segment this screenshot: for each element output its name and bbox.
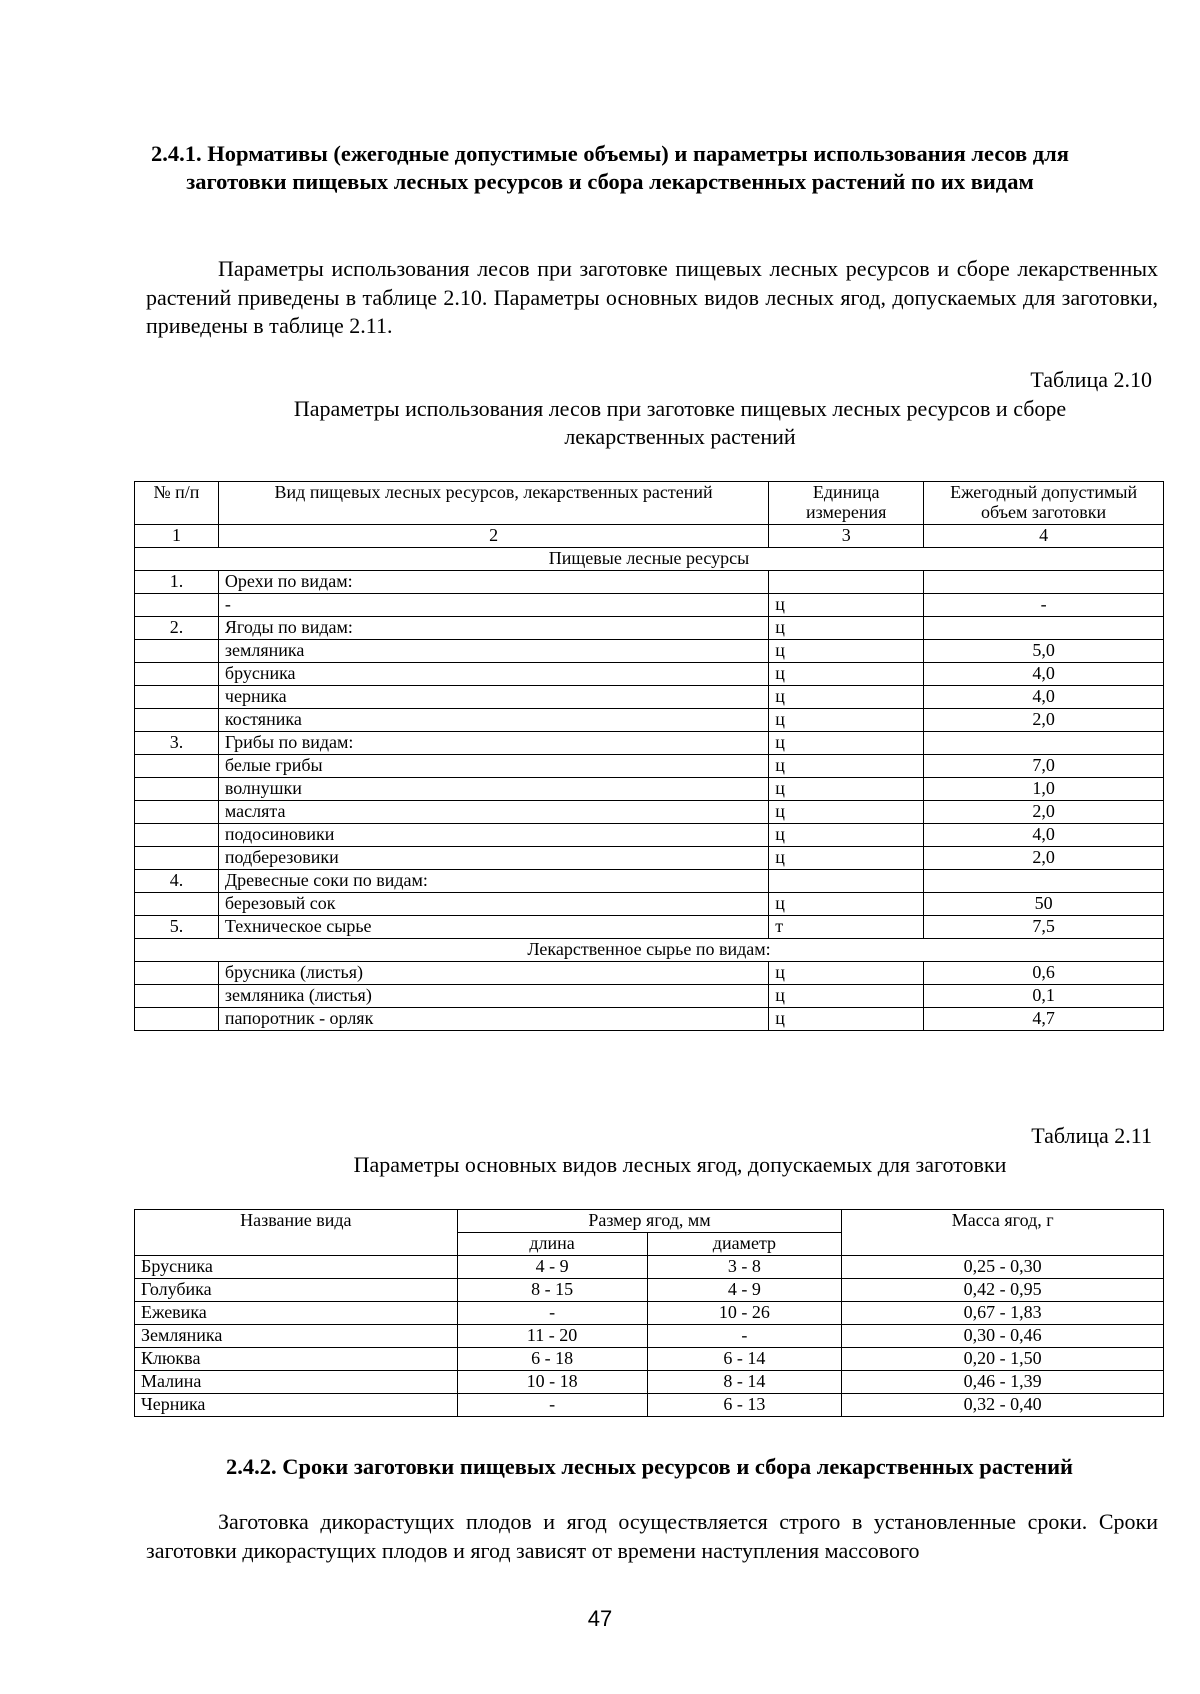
unit-cell: ц: [769, 732, 924, 755]
table-row: [135, 778, 1164, 801]
row-number-cell: [135, 801, 219, 824]
unit-cell: ц: [769, 1008, 924, 1031]
header-cell: Размер ягод, мм: [457, 1210, 842, 1233]
section-medicinal-label: Лекарственное сырье по видам:: [135, 939, 1164, 962]
volume-cell: [924, 571, 1164, 594]
section-row: [135, 939, 1164, 962]
table-2-11-title: Параметры основных видов лесных ягод, допускаемых для заготовки: [353, 1152, 1007, 1177]
table-row: [135, 571, 1164, 594]
berry-diameter-cell: 4 - 9: [647, 1279, 842, 1302]
table-row: [135, 709, 1164, 732]
resource-name-cell: белые грибы: [218, 755, 768, 778]
berry-diameter-cell: 6 - 14: [647, 1348, 842, 1371]
section-heading-241: 2.4.1. Нормативы (ежегодные допустимые объемы) и параметры использования лесов для заготовки пищевых лесных ресурсов и сбора лекарственных растений по их видам: [151, 141, 1069, 194]
unit-cell: ц: [769, 640, 924, 663]
header-cell: № п/п: [135, 482, 219, 525]
row-number-cell: [135, 985, 219, 1008]
resource-name-cell: Грибы по видам:: [218, 732, 768, 755]
unit-cell: ц: [769, 686, 924, 709]
volume-cell: -: [924, 594, 1164, 617]
unit-cell: ц: [769, 709, 924, 732]
table-row: [135, 870, 1164, 893]
volume-cell: [924, 732, 1164, 755]
unit-cell: т: [769, 916, 924, 939]
row-number-cell: 4.: [135, 870, 219, 893]
table-row: [135, 1348, 1164, 1371]
table-row: [135, 847, 1164, 870]
table-row: [135, 962, 1164, 985]
row-number-cell: [135, 594, 219, 617]
resource-name-cell: волнушки: [218, 778, 768, 801]
species-name-cell: Малина: [135, 1371, 458, 1394]
table-row: [135, 755, 1164, 778]
resource-name-cell: подберезовики: [218, 847, 768, 870]
resource-name-cell: подосиновики: [218, 824, 768, 847]
unit-cell: ц: [769, 801, 924, 824]
section-food-label: Пищевые лесные ресурсы: [135, 548, 1164, 571]
row-number-cell: [135, 847, 219, 870]
table-row: [135, 1325, 1164, 1348]
row-number-cell: [135, 663, 219, 686]
table-row: [135, 916, 1164, 939]
berry-mass-cell: 0,32 - 0,40: [842, 1394, 1164, 1417]
row-number-cell: [135, 686, 219, 709]
table-header-row: [135, 482, 1164, 525]
section-row: [135, 548, 1164, 571]
section-paragraph-242: Заготовка дикорастущих плодов и ягод осуществляется строго в установленные сроки. Сроки заготовки дикорастущих плодов и ягод зависят от времени наступления массового: [146, 1509, 1158, 1563]
resource-name-cell: Ягоды по видам:: [218, 617, 768, 640]
unit-cell: [769, 571, 924, 594]
header-cell: длина: [457, 1233, 647, 1256]
resource-name-cell: -: [218, 594, 768, 617]
table-2-10: [134, 481, 1164, 1031]
resource-name-cell: Древесные соки по видам:: [218, 870, 768, 893]
berry-length-cell: 11 - 20: [457, 1325, 647, 1348]
berry-mass-cell: 0,30 - 0,46: [842, 1325, 1164, 1348]
table-row: [135, 985, 1164, 1008]
volume-cell: 2,0: [924, 709, 1164, 732]
berry-diameter-cell: -: [647, 1325, 842, 1348]
page-number: 47: [587, 1606, 613, 1631]
species-name-cell: Ежевика: [135, 1302, 458, 1325]
volume-cell: 4,7: [924, 1008, 1164, 1031]
table-row: [135, 1008, 1164, 1031]
table-row: [135, 824, 1164, 847]
resource-name-cell: Техническое сырье: [218, 916, 768, 939]
berry-mass-cell: 0,20 - 1,50: [842, 1348, 1164, 1371]
column-number-cell: 3: [769, 525, 924, 548]
header-cell: Название вида: [135, 1210, 458, 1256]
volume-cell: 0,1: [924, 985, 1164, 1008]
header-cell: Масса ягод, г: [842, 1210, 1164, 1256]
berry-diameter-cell: 3 - 8: [647, 1256, 842, 1279]
volume-cell: 4,0: [924, 663, 1164, 686]
row-number-cell: 5.: [135, 916, 219, 939]
resource-name-cell: Орехи по видам:: [218, 571, 768, 594]
header-cell: Единица измерения: [769, 482, 924, 525]
unit-cell: ц: [769, 962, 924, 985]
unit-cell: ц: [769, 824, 924, 847]
species-name-cell: Голубика: [135, 1279, 458, 1302]
resource-name-cell: брусника (листья): [218, 962, 768, 985]
table-2-10-label: Таблица 2.10: [1030, 367, 1152, 392]
berry-length-cell: 10 - 18: [457, 1371, 647, 1394]
table-row: [135, 1394, 1164, 1417]
section-heading-242: 2.4.2. Сроки заготовки пищевых лесных ресурсов и сбора лекарственных растений: [226, 1454, 1073, 1479]
row-number-cell: 2.: [135, 617, 219, 640]
unit-cell: ц: [769, 755, 924, 778]
unit-cell: ц: [769, 893, 924, 916]
species-name-cell: Брусника: [135, 1256, 458, 1279]
table-row: [135, 1256, 1164, 1279]
volume-cell: 2,0: [924, 847, 1164, 870]
volume-cell: 4,0: [924, 686, 1164, 709]
berry-mass-cell: 0,46 - 1,39: [842, 1371, 1164, 1394]
table-row: [135, 617, 1164, 640]
berry-length-cell: -: [457, 1394, 647, 1417]
table-row: [135, 732, 1164, 755]
header-cell: диаметр: [647, 1233, 842, 1256]
table-2-10-title: Параметры использования лесов при заготовке пищевых лесных ресурсов и сборе лекарственных растений: [293, 396, 1067, 449]
table-2-11: [134, 1209, 1164, 1417]
unit-cell: ц: [769, 617, 924, 640]
berry-length-cell: 8 - 15: [457, 1279, 647, 1302]
table-row: [135, 1302, 1164, 1325]
berry-mass-cell: 0,67 - 1,83: [842, 1302, 1164, 1325]
species-name-cell: Клюква: [135, 1348, 458, 1371]
header-cell: Вид пищевых лесных ресурсов, лекарственных растений: [218, 482, 768, 525]
volume-cell: [924, 617, 1164, 640]
row-number-cell: [135, 778, 219, 801]
row-number-cell: [135, 709, 219, 732]
row-number-cell: [135, 824, 219, 847]
column-number-cell: 4: [924, 525, 1164, 548]
row-number-cell: [135, 893, 219, 916]
volume-cell: [924, 870, 1164, 893]
unit-cell: ц: [769, 847, 924, 870]
column-number-row: [135, 525, 1164, 548]
table-row: [135, 801, 1164, 824]
table-header-row: [135, 1210, 1164, 1233]
berry-mass-cell: 0,25 - 0,30: [842, 1256, 1164, 1279]
table-row: [135, 686, 1164, 709]
column-number-cell: 2: [218, 525, 768, 548]
row-number-cell: [135, 640, 219, 663]
header-cell: Ежегодный допустимый объем заготовки: [924, 482, 1164, 525]
row-number-cell: 3.: [135, 732, 219, 755]
row-number-cell: [135, 755, 219, 778]
resource-name-cell: черника: [218, 686, 768, 709]
row-number-cell: [135, 1008, 219, 1031]
volume-cell: 1,0: [924, 778, 1164, 801]
row-number-cell: [135, 962, 219, 985]
unit-cell: ц: [769, 594, 924, 617]
berry-length-cell: 6 - 18: [457, 1348, 647, 1371]
resource-name-cell: березовый сок: [218, 893, 768, 916]
berry-diameter-cell: 8 - 14: [647, 1371, 842, 1394]
row-number-cell: 1.: [135, 571, 219, 594]
table-2-11-label: Таблица 2.11: [1031, 1123, 1152, 1148]
volume-cell: 50: [924, 893, 1164, 916]
section-paragraph-241: Параметры использования лесов при заготовке пищевых лесных ресурсов и сборе лекарственных растений приведены в таблице 2.10. Параметры основных видов лесных ягод, допускаемых для заготовки, приведены в таблице 2.11.: [146, 256, 1158, 338]
unit-cell: [769, 870, 924, 893]
volume-cell: 7,5: [924, 916, 1164, 939]
volume-cell: 0,6: [924, 962, 1164, 985]
berry-length-cell: 4 - 9: [457, 1256, 647, 1279]
species-name-cell: Черника: [135, 1394, 458, 1417]
resource-name-cell: маслята: [218, 801, 768, 824]
table-row: [135, 663, 1164, 686]
table-row: [135, 640, 1164, 663]
berry-length-cell: -: [457, 1302, 647, 1325]
table-row: [135, 893, 1164, 916]
volume-cell: 5,0: [924, 640, 1164, 663]
resource-name-cell: папоротник - орляк: [218, 1008, 768, 1031]
resource-name-cell: земляника (листья): [218, 985, 768, 1008]
resource-name-cell: брусника: [218, 663, 768, 686]
table-row: [135, 1371, 1164, 1394]
berry-diameter-cell: 6 - 13: [647, 1394, 842, 1417]
volume-cell: 7,0: [924, 755, 1164, 778]
unit-cell: ц: [769, 663, 924, 686]
table-row: [135, 1279, 1164, 1302]
column-number-cell: 1: [135, 525, 219, 548]
resource-name-cell: земляника: [218, 640, 768, 663]
resource-name-cell: костяника: [218, 709, 768, 732]
unit-cell: ц: [769, 778, 924, 801]
berry-diameter-cell: 10 - 26: [647, 1302, 842, 1325]
table-row: [135, 594, 1164, 617]
berry-mass-cell: 0,42 - 0,95: [842, 1279, 1164, 1302]
unit-cell: ц: [769, 985, 924, 1008]
species-name-cell: Земляника: [135, 1325, 458, 1348]
volume-cell: 4,0: [924, 824, 1164, 847]
volume-cell: 2,0: [924, 801, 1164, 824]
